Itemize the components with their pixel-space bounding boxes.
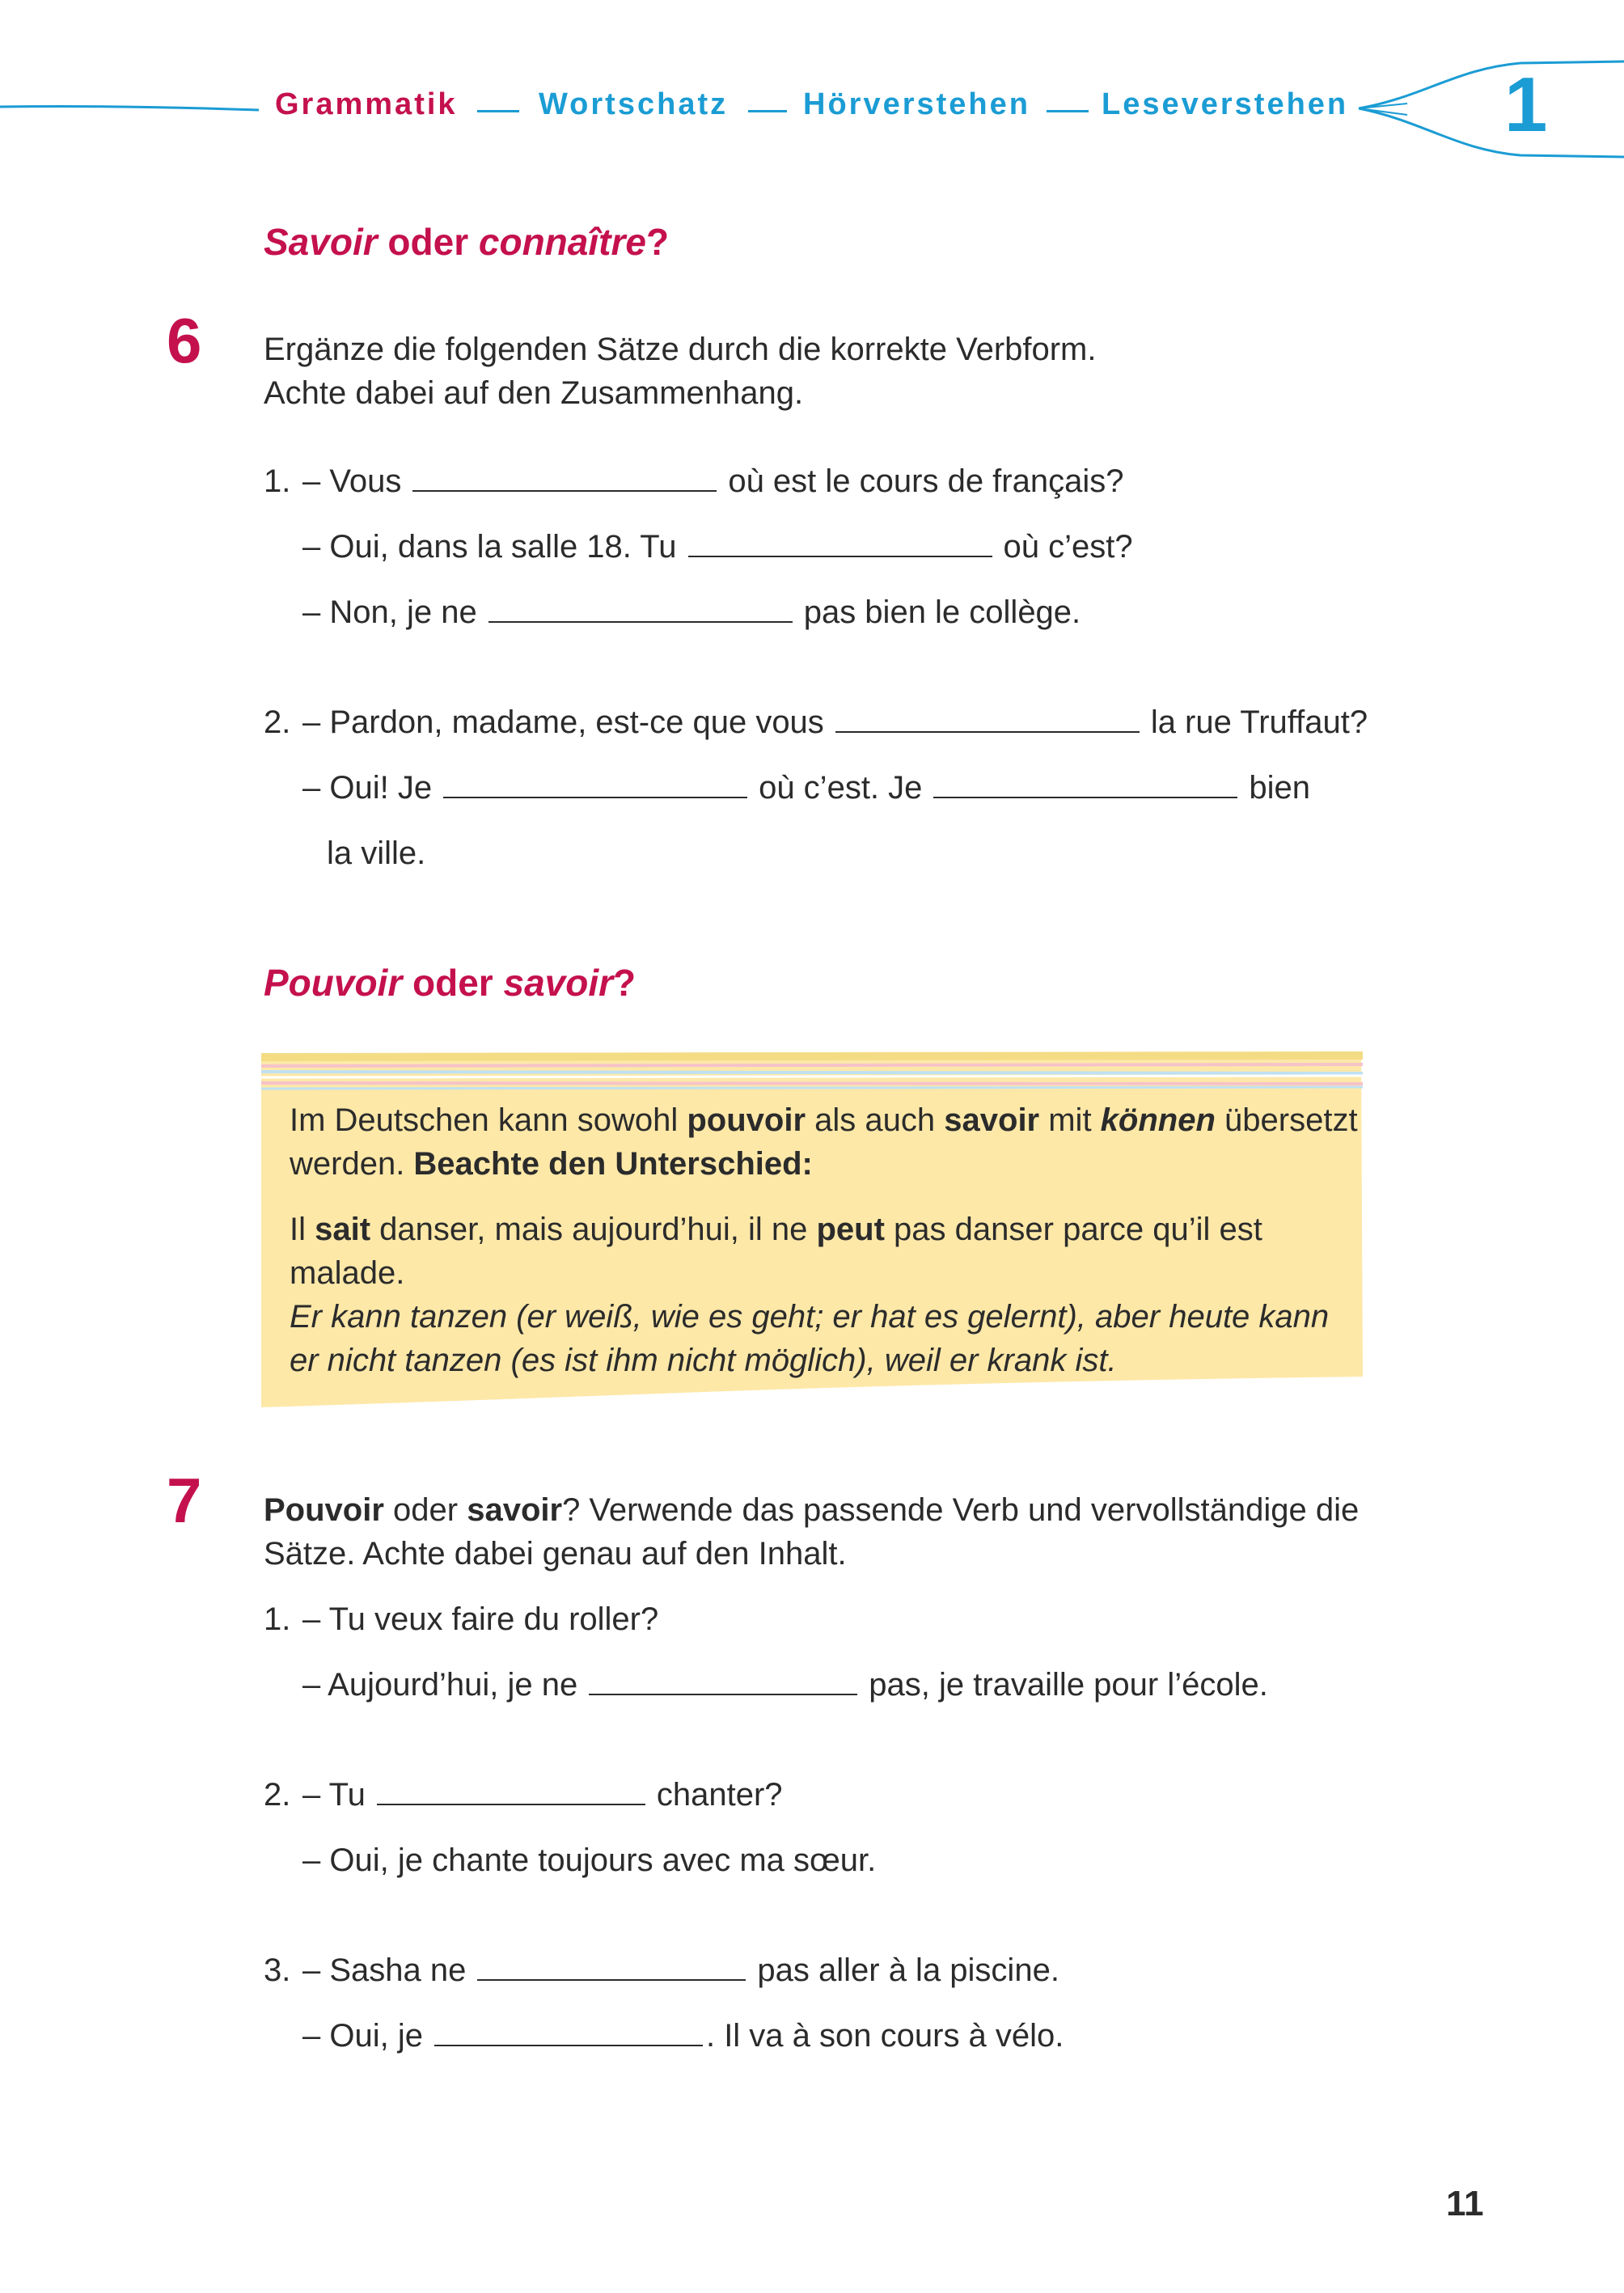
sentence-text: . Il va à son cours à vélo.: [705, 2018, 1064, 2054]
title-qmark: ?: [613, 962, 636, 1004]
ex6-instruction-line-2: Achte dabei auf den Zusammenhang.: [264, 375, 804, 411]
exercise-number-6: 6: [167, 305, 202, 376]
header-wortschatz: Wortschatz: [539, 87, 729, 121]
header-dash-3: [1047, 110, 1089, 112]
ex7-item-1-line-2: [302, 1663, 1268, 1707]
title-oder: oder: [402, 962, 504, 1004]
info-text-bold: sait: [315, 1212, 371, 1247]
answer-blank[interactable]: [434, 2014, 703, 2046]
answer-blank[interactable]: [835, 700, 1140, 733]
instr-text: oder: [383, 1492, 467, 1528]
instr-bold: Pouvoir: [264, 1492, 384, 1528]
header-leseverstehen: Leseverstehen: [1102, 87, 1349, 121]
info-line-1: [290, 1098, 1358, 1142]
info-text: Il: [290, 1212, 315, 1247]
info-line-2: [290, 1142, 813, 1186]
exercise-number-7: 7: [167, 1465, 202, 1536]
title-word-savoir: savoir: [503, 962, 614, 1004]
info-text-bold-italic: können: [1100, 1102, 1216, 1138]
sentence-text: – Pardon, madame, est-ce que vous: [302, 704, 824, 740]
instr-text: ? Verwende das passende Verb und vervollständige die: [562, 1492, 1360, 1528]
sentence-text: pas bien le collège.: [803, 594, 1081, 630]
info-text-bold: Beachte den Unterschied:: [413, 1146, 813, 1182]
header-decoration: [0, 0, 1624, 170]
ex6-instruction-line-1: Ergänze die folgenden Sätze durch die korrekte Verbform.: [264, 332, 1097, 367]
title-qmark: ?: [645, 221, 670, 263]
ex7-item-3-line-1: [302, 1948, 1059, 1992]
ex6-item-2-number: 2.: [264, 704, 291, 740]
ex6-item-2-line-2: [302, 766, 1310, 810]
sentence-text: où est le cours de français?: [728, 463, 1124, 499]
answer-blank[interactable]: [377, 1773, 645, 1805]
sentence-text: – Oui, je: [302, 2018, 423, 2054]
ex6-item-1-line-3: [302, 590, 1081, 634]
answer-blank[interactable]: [443, 766, 747, 798]
title-word-savoir: Savoir: [264, 221, 378, 263]
answer-blank[interactable]: [412, 459, 717, 492]
ex7-item-2-number: 2.: [264, 1777, 291, 1813]
ex6-item-1-line-2: [302, 525, 1133, 569]
header-dash-2: [748, 110, 787, 112]
header-grammatik: Grammatik: [275, 87, 458, 121]
sentence-text: où c’est. Je: [759, 770, 923, 806]
sentence-text: bien: [1249, 770, 1311, 806]
ex7-item-2-line-2: – Oui, je chante toujours avec ma sœur.: [302, 1842, 877, 1878]
ex7-item-2-line-1: [302, 1773, 783, 1817]
ex7-item-1-number: 1.: [264, 1601, 291, 1637]
ex6-item-2-line-3: la ville.: [327, 836, 426, 871]
title-oder: oder: [377, 221, 479, 263]
sentence-text: – Sasha ne: [302, 1952, 467, 1988]
info-text: Im Deutschen kann sowohl: [290, 1102, 687, 1138]
title-word-connaitre: connaître: [478, 221, 646, 263]
sentence-text: chanter?: [656, 1777, 783, 1813]
info-line-6: er nicht tanzen (es ist ihm nicht möglich), weil er krank ist.: [290, 1343, 1117, 1378]
page-number: 11: [1446, 2184, 1484, 2223]
sentence-text: – Aujourd’hui, je ne: [302, 1667, 578, 1703]
ex7-item-1-line-1: – Tu veux faire du roller?: [302, 1601, 659, 1637]
info-text: mit: [1039, 1102, 1101, 1138]
sentence-text: pas, je travaille pour l’école.: [869, 1667, 1268, 1703]
sentence-text: – Oui! Je: [302, 770, 433, 806]
sentence-text: – Tu: [302, 1777, 366, 1813]
ex7-instruction-line-1: [264, 1488, 1359, 1532]
info-text: als auch: [806, 1102, 945, 1138]
ex7-item-3-line-2: [302, 2014, 1064, 2058]
chapter-number: 1: [1504, 61, 1548, 148]
sentence-text: – Oui, dans la salle 18. Tu: [302, 529, 677, 565]
header-hoerverstehen: Hörverstehen: [803, 87, 1030, 121]
sentence-text: où c’est?: [1003, 529, 1133, 565]
info-line-4: malade.: [290, 1255, 405, 1291]
sentence-text: la rue Truffaut?: [1150, 704, 1368, 740]
sentence-text: – Vous: [302, 463, 402, 499]
info-text: pas danser parce qu’il est: [884, 1212, 1262, 1247]
info-text: werden.: [290, 1146, 414, 1182]
ex7-instruction-line-2: Sätze. Achte dabei genau auf den Inhalt.: [264, 1536, 847, 1572]
ex7-item-3-number: 3.: [264, 1952, 291, 1988]
answer-blank[interactable]: [933, 766, 1237, 798]
info-text: übersetzt: [1215, 1102, 1358, 1138]
info-text: danser, mais aujourd’hui, il ne: [370, 1212, 817, 1247]
answer-blank[interactable]: [477, 1948, 746, 1981]
title-word-pouvoir: Pouvoir: [264, 962, 403, 1004]
answer-blank[interactable]: [688, 525, 992, 557]
ex6-item-1-line-1: [302, 459, 1124, 503]
answer-blank[interactable]: [589, 1663, 857, 1695]
info-line-3: [290, 1208, 1262, 1251]
instr-bold: savoir: [467, 1492, 563, 1528]
sentence-text: pas aller à la piscine.: [757, 1952, 1059, 1988]
info-text-bold: savoir: [944, 1102, 1040, 1138]
sentence-text: – Non, je ne: [302, 594, 477, 630]
header-dash-1: [477, 110, 519, 112]
answer-blank[interactable]: [488, 590, 793, 623]
ex6-item-1-number: 1.: [264, 463, 291, 499]
info-line-5: Er kann tanzen (er weiß, wie es geht; er hat es gelernt), aber heute kann: [290, 1299, 1330, 1335]
ex6-item-2-line-1: [302, 700, 1368, 744]
section-title-savoir-connaitre: [264, 220, 669, 264]
info-text-bold: peut: [816, 1212, 885, 1247]
info-text-bold: pouvoir: [687, 1102, 806, 1138]
section-title-pouvoir-savoir: [264, 961, 636, 1005]
